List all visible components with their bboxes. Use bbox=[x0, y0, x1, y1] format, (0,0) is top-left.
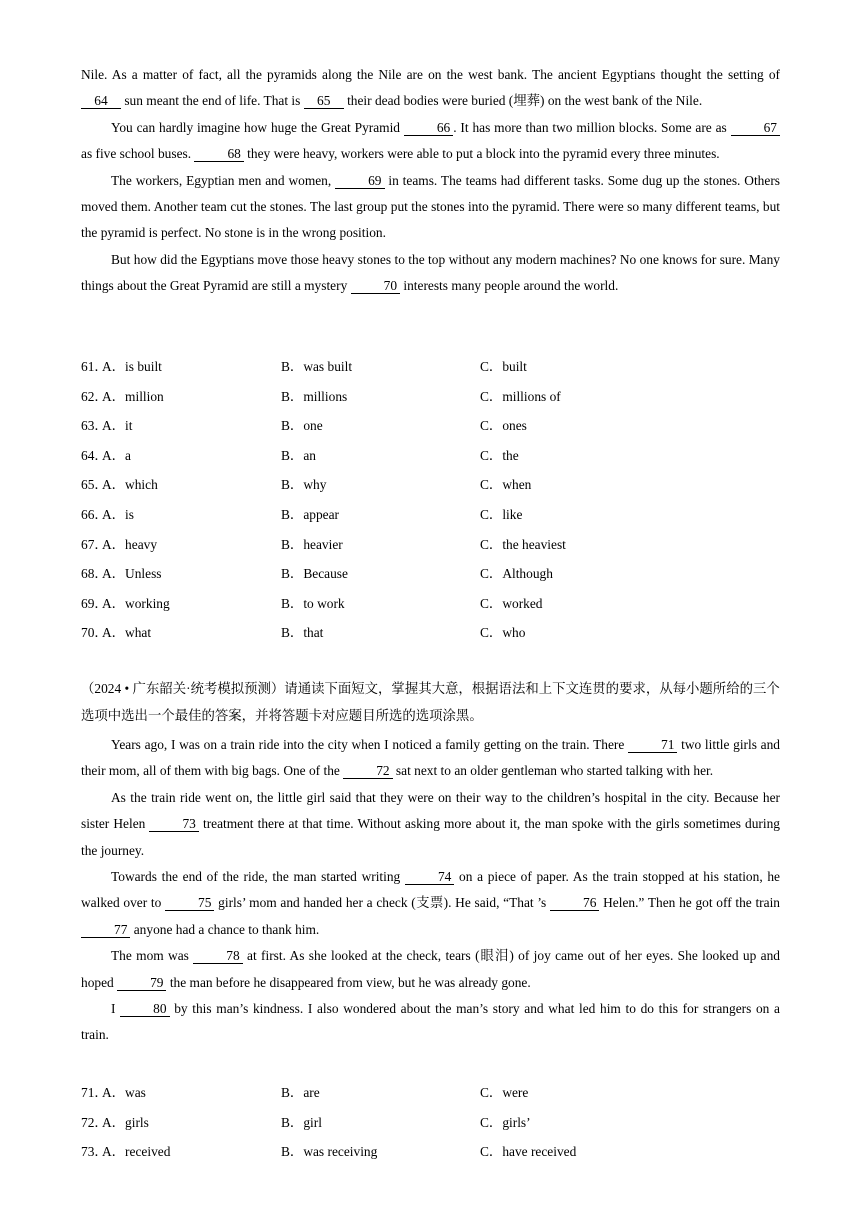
blank-65[interactable]: 65 bbox=[304, 93, 344, 109]
option-b[interactable]: B．heavier bbox=[281, 536, 343, 552]
blank-78[interactable]: 78 bbox=[193, 948, 242, 964]
paragraph: As the train ride went on, the little girl said that they were on their way to the children’s hospital in the city. Because her sister Helen 73 treatment there at that time. Without asking more about it, the man spoke with the girls sometimes during the journey. bbox=[81, 789, 780, 858]
option-row-61: 61． A．is built B．was built C．built bbox=[81, 357, 780, 387]
option-c[interactable]: C．have received bbox=[480, 1144, 577, 1160]
option-row-64: 64． A．a B．an C．the bbox=[81, 446, 780, 476]
options-71-73 bbox=[81, 1083, 780, 1172]
option-b[interactable]: B．an bbox=[281, 447, 316, 463]
blank-71[interactable]: 71 bbox=[628, 737, 677, 753]
option-b[interactable]: B．girl bbox=[281, 1114, 322, 1130]
blank-72[interactable]: 72 bbox=[343, 763, 392, 779]
option-c[interactable]: C．who bbox=[480, 625, 526, 641]
option-a[interactable]: A．is bbox=[102, 506, 134, 522]
option-b[interactable]: B．one bbox=[281, 418, 323, 434]
blank-67[interactable]: 67 bbox=[731, 120, 780, 136]
blank-80[interactable]: 80 bbox=[120, 1001, 169, 1017]
option-a[interactable]: A．million bbox=[102, 388, 164, 404]
option-a[interactable]: A．girls bbox=[102, 1114, 149, 1130]
paragraph: I 80 by this man’s kindness. I also wondered about the man’s story and what led him to do this for strangers on a train. bbox=[81, 1001, 780, 1043]
option-b[interactable]: B．was built bbox=[281, 359, 353, 374]
blank-69[interactable]: 69 bbox=[335, 173, 384, 189]
option-b[interactable]: B．to work bbox=[281, 595, 345, 611]
option-a[interactable]: A．working bbox=[102, 595, 170, 611]
option-c[interactable]: C．built bbox=[480, 359, 527, 374]
option-c[interactable]: C．the bbox=[480, 447, 519, 463]
option-c[interactable]: C．millions of bbox=[480, 388, 561, 404]
option-a[interactable]: A．a bbox=[102, 447, 132, 463]
option-a[interactable]: A．it bbox=[102, 418, 133, 434]
option-c[interactable]: C．were bbox=[480, 1085, 529, 1100]
option-c[interactable]: C．when bbox=[480, 477, 532, 493]
option-row-73: 73． A．received B．was receiving C．have received bbox=[81, 1142, 780, 1172]
option-row-71: 71． A．was B．are C．were bbox=[81, 1083, 780, 1113]
blank-66[interactable]: 66 bbox=[404, 120, 453, 136]
option-a[interactable]: A．what bbox=[102, 625, 152, 641]
blank-70[interactable]: 70 bbox=[351, 278, 400, 294]
option-row-67: 67． A．heavy B．heavier C．the heaviest bbox=[81, 535, 780, 565]
blank-73[interactable]: 73 bbox=[149, 816, 198, 832]
blank-74[interactable]: 74 bbox=[405, 869, 454, 885]
option-a[interactable]: A．is built bbox=[102, 359, 162, 374]
option-row-70: 70． A．what B．that C．who bbox=[81, 623, 780, 653]
paragraph: You can hardly imagine how huge the Great Pyramid 66 . It has more than two million blocks. Some are as 67 as five school buses. 68 they were heavy, workers were able to put a block into the pyramid every three minutes. bbox=[81, 115, 780, 168]
option-row-62: 62． A．million B．millions C．millions of bbox=[81, 387, 780, 417]
options-61-70 bbox=[81, 357, 780, 653]
option-row-68: 68． A．Unless B．Because C．Although bbox=[81, 564, 780, 594]
option-row-72: 72． A．girls B．girl C．girls’ bbox=[81, 1113, 780, 1143]
option-c[interactable]: C．girls’ bbox=[480, 1114, 531, 1130]
option-a[interactable]: A．heavy bbox=[102, 536, 158, 552]
option-row-63: 63． A．it B．one C．ones bbox=[81, 416, 780, 446]
option-a[interactable]: A．Unless bbox=[102, 566, 162, 582]
option-row-65: 65． A．which B．why C．when bbox=[81, 475, 780, 505]
option-row-66: 66． A．is B．appear C．like bbox=[81, 505, 780, 535]
option-b[interactable]: B．why bbox=[281, 477, 327, 493]
blank-64[interactable]: 64 bbox=[81, 93, 121, 109]
paragraph: But how did the Egyptians move those heavy stones to the top without any modern machines? No one knows for sure. Many things about the Great Pyramid are still a mystery 70 interests many people around the world. bbox=[81, 251, 780, 294]
section-instructions: （2024 • 广东韶关·统考模拟预测）请通读下面短文，掌握其大意，根据语法和上下文连贯的要求，从每小题所给的三个选项中选出一个最佳的答案，并将答题卡对应题目所选的选项涂黑。 bbox=[81, 681, 780, 723]
option-b[interactable]: B．appear bbox=[281, 506, 340, 522]
option-b[interactable]: B．Because bbox=[281, 566, 348, 582]
option-b[interactable]: B．was receiving bbox=[281, 1144, 378, 1160]
option-row-69: 69． A．working B．to work C．worked bbox=[81, 594, 780, 624]
passage-2 bbox=[81, 732, 780, 1049]
option-b[interactable]: B．millions bbox=[281, 388, 348, 404]
option-c[interactable]: C．the heaviest bbox=[480, 536, 566, 552]
option-c[interactable]: C．Although bbox=[480, 566, 553, 582]
blank-77[interactable]: 77 bbox=[81, 922, 130, 938]
paragraph: The workers, Egyptian men and women, 69 in teams. The teams had different tasks. Some dug up the stones. Others moved them. Another team cut the stones. The last group put the stones into the pyramid. There were so many different teams, but the pyramid is perfect. No stone is in the wrong position. bbox=[81, 172, 780, 241]
paragraph: Towards the end of the ride, the man started writing 74 on a piece of paper. As the train stopped at his station, he walked over to 75 girls’ mom and handed her a check (支票). He said, “That ’s 76 Helen.” Then he got off the train 77 anyone had a chance to thank him. bbox=[81, 869, 780, 937]
paragraph: Nile. As a matter of fact, all the pyramids along the Nile are on the west bank. The ancient Egyptians thought the setting of 64 sun meant the end of life. That is 65 their dead bodies were buried (埋葬) on the west bank of the Nile. bbox=[81, 67, 780, 109]
option-a[interactable]: A．was bbox=[102, 1085, 146, 1100]
option-b[interactable]: B．are bbox=[281, 1085, 320, 1100]
paragraph: The mom was 78 at first. As she looked at the check, tears (眼泪) of joy came out of her eyes. She looked up and hoped 79 the man before he disappeared from view, but he was already gone. bbox=[81, 948, 780, 990]
option-a[interactable]: A．received bbox=[102, 1144, 171, 1160]
option-c[interactable]: C．worked bbox=[480, 595, 543, 611]
option-c[interactable]: C．ones bbox=[480, 418, 527, 434]
blank-75[interactable]: 75 bbox=[165, 895, 214, 911]
option-b[interactable]: B．that bbox=[281, 625, 324, 641]
blank-76[interactable]: 76 bbox=[550, 895, 599, 911]
blank-68[interactable]: 68 bbox=[194, 146, 243, 162]
blank-79[interactable]: 79 bbox=[117, 975, 166, 991]
paragraph: Years ago, I was on a train ride into the city when I noticed a family getting on the train. There 71 two little girls and their mom, all of them with big bags. One of the 72 sat next to an older gentleman who started talking with her. bbox=[81, 737, 780, 779]
passage-1 bbox=[81, 62, 780, 300]
option-a[interactable]: A．which bbox=[102, 477, 158, 493]
option-c[interactable]: C．like bbox=[480, 506, 523, 522]
